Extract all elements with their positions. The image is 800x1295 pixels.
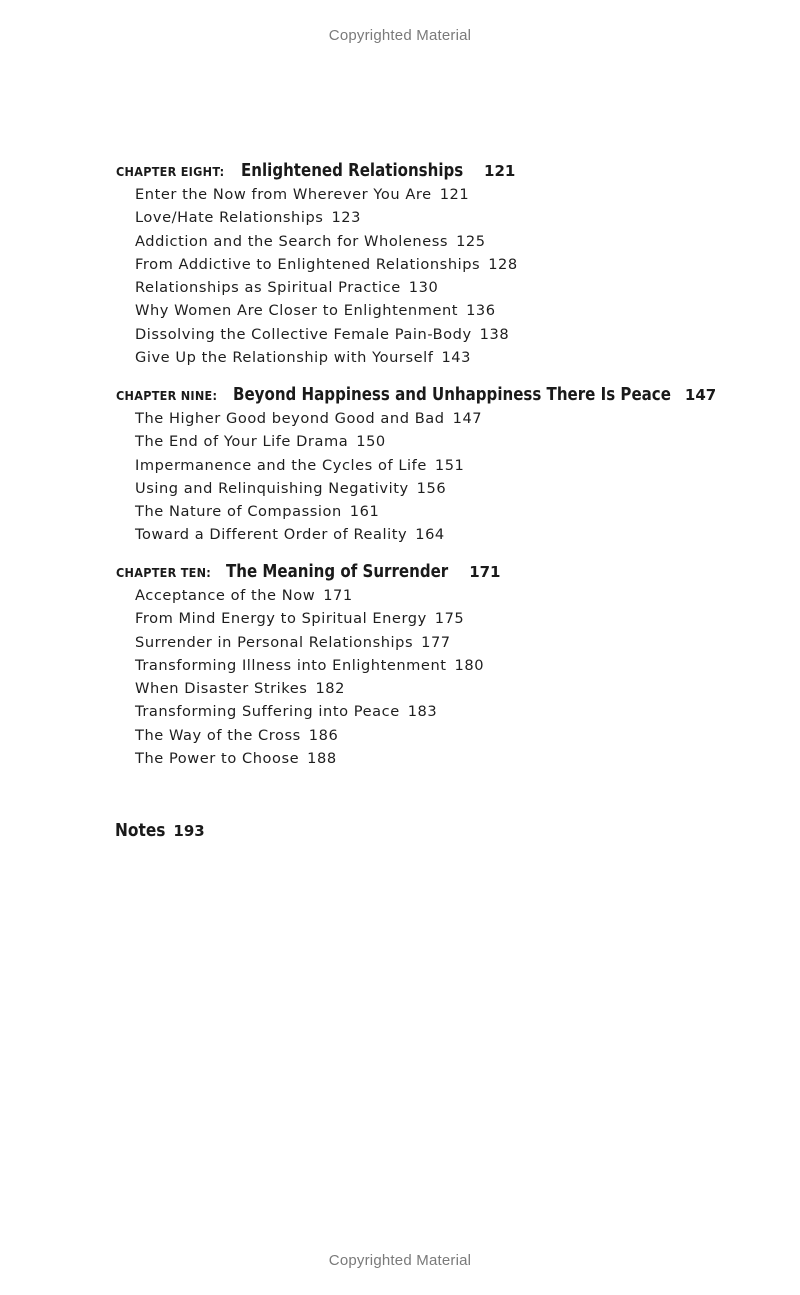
chapter-eight xyxy=(116,159,776,369)
section-page-number: 151 xyxy=(434,456,465,474)
chapter-title: The Meaning of Surrender xyxy=(226,562,449,582)
section-item xyxy=(135,346,776,369)
section-item xyxy=(135,276,776,299)
section-page-number: 123 xyxy=(331,209,361,227)
section-list xyxy=(116,407,776,547)
section-page-number: 130 xyxy=(408,279,439,297)
chapter-nine xyxy=(116,383,776,547)
section-page-number: 128 xyxy=(488,255,518,273)
section-page-number: 125 xyxy=(456,232,486,250)
section-title: Using and Relinquishing Negativity xyxy=(135,479,409,497)
chapter-title: Beyond Happiness and Unhappiness There Is Peace xyxy=(233,385,672,405)
section-page-number: 150 xyxy=(356,433,386,451)
section-item xyxy=(135,523,776,546)
section-title: Dissolving the Collective Female Pain-Body xyxy=(135,325,472,343)
section-title: The Power to Choose xyxy=(135,750,300,768)
section-title: From Addictive to Enlightened Relationships xyxy=(135,255,481,273)
section-page-number: 182 xyxy=(315,680,345,698)
section-title: Addiction and the Search for Wholeness xyxy=(135,232,449,250)
chapter-page-number: 171 xyxy=(469,563,501,581)
chapter-ten xyxy=(116,560,776,770)
section-item xyxy=(135,654,776,677)
header-copyright: Copyrighted Material xyxy=(328,27,472,44)
section-item xyxy=(135,206,776,229)
footer-copyright: Copyrighted Material xyxy=(328,1252,472,1269)
section-item xyxy=(135,747,776,770)
section-page-number: 186 xyxy=(308,726,339,744)
section-title: When Disaster Strikes xyxy=(135,680,308,698)
section-page-number: 156 xyxy=(416,479,447,497)
section-page-number: 121 xyxy=(439,186,470,203)
section-title: Love/Hate Relationships xyxy=(135,209,324,227)
section-title: Enter the Now from Wherever You Are xyxy=(135,186,432,203)
section-item xyxy=(135,724,776,747)
section-item xyxy=(135,607,776,630)
section-title: The Nature of Compassion xyxy=(135,503,342,521)
chapter-heading xyxy=(116,383,776,407)
section-title: Transforming Suffering into Peace xyxy=(135,703,400,721)
section-title: Toward a Different Order of Reality xyxy=(135,526,408,544)
section-item xyxy=(135,430,776,453)
section-title: Why Women Are Closer to Enlightenment xyxy=(135,302,459,320)
section-page-number: 147 xyxy=(452,410,483,427)
section-title: The Higher Good beyond Good and Bad xyxy=(135,410,445,427)
notes-page-number: 193 xyxy=(173,822,205,840)
section-page-number: 138 xyxy=(479,325,510,343)
section-page-number: 164 xyxy=(415,526,445,544)
section-item xyxy=(135,584,776,607)
chapter-page-number: 147 xyxy=(684,386,717,404)
section-item xyxy=(135,253,776,276)
section-list xyxy=(116,183,776,369)
section-page-number: 177 xyxy=(421,633,451,651)
section-page-number: 161 xyxy=(349,503,380,521)
section-item xyxy=(135,299,776,322)
chapter-label: CHAPTER EIGHT: xyxy=(116,164,225,179)
notes-title: Notes xyxy=(115,821,166,841)
section-page-number: 188 xyxy=(307,750,337,768)
chapter-label: CHAPTER TEN: xyxy=(116,565,212,580)
section-title: Transforming Illness into Enlightenment xyxy=(135,656,447,674)
section-page-number: 175 xyxy=(434,610,465,628)
section-item xyxy=(135,477,776,500)
notes-entry xyxy=(115,819,205,843)
section-item xyxy=(135,183,776,206)
section-item xyxy=(135,407,776,430)
chapter-label: CHAPTER NINE: xyxy=(116,388,218,403)
chapter-title: Enlightened Relationships xyxy=(241,161,464,181)
chapter-heading xyxy=(116,560,776,584)
section-item xyxy=(135,700,776,723)
section-title: Relationships as Spiritual Practice xyxy=(135,279,401,297)
section-item xyxy=(135,230,776,253)
section-list xyxy=(116,584,776,770)
section-title: Impermanence and the Cycles of Life xyxy=(135,456,427,474)
section-item xyxy=(135,454,776,477)
section-title: Surrender in Personal Relationships xyxy=(135,633,414,651)
section-title: From Mind Energy to Spiritual Energy xyxy=(135,610,427,628)
section-item xyxy=(135,677,776,700)
section-title: The End of Your Life Drama xyxy=(135,433,349,451)
section-item xyxy=(135,323,776,346)
chapter-page-number: 121 xyxy=(484,162,516,180)
chapter-heading xyxy=(116,159,776,183)
section-page-number: 136 xyxy=(466,302,496,320)
section-item xyxy=(135,500,776,523)
section-page-number: 180 xyxy=(454,656,485,674)
section-title: The Way of the Cross xyxy=(135,726,301,744)
section-page-number: 183 xyxy=(407,703,438,721)
section-page-number: 143 xyxy=(441,349,471,367)
section-page-number: 171 xyxy=(323,587,353,604)
section-title: Give Up the Relationship with Yourself xyxy=(135,349,434,367)
section-title: Acceptance of the Now xyxy=(135,587,316,604)
section-item xyxy=(135,631,776,654)
